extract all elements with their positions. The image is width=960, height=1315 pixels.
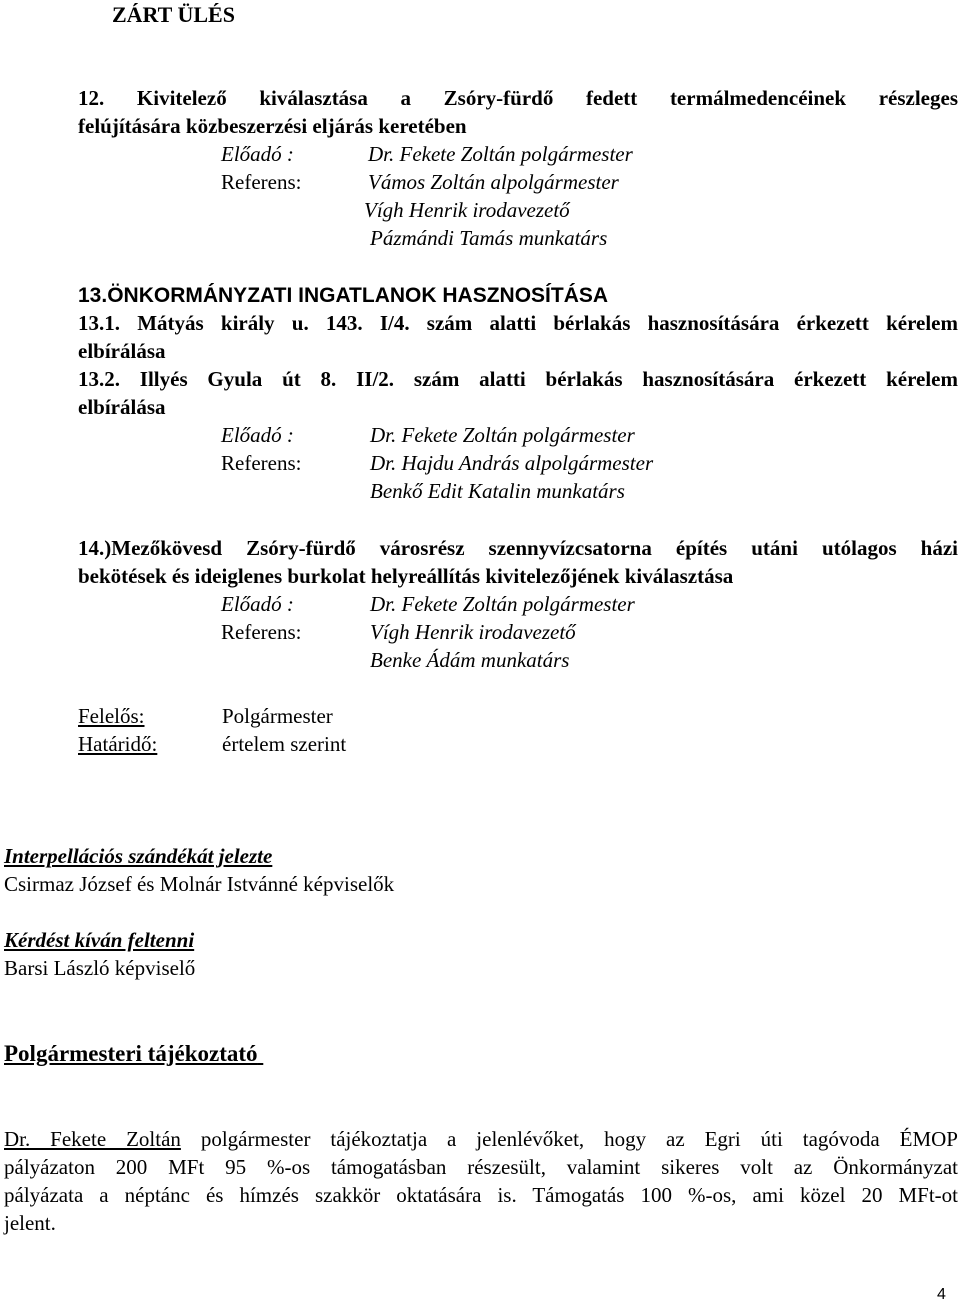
mayor-info-heading: Polgármesteri tájékoztató xyxy=(4,1041,258,1066)
agenda-item-14-title-line2: bekötések és ideiglenes burkolat helyreállítás kivitelezőjének kiválasztása xyxy=(78,564,734,588)
referent-name: Benkő Edit Katalin munkatárs xyxy=(370,479,625,503)
mayor-info-line4: jelent. xyxy=(4,1211,56,1235)
mayor-info-line3: pályázata a néptánc és hímzés szakkör oktatására is. Támogatás 100 %-os, ami közel 20 MFt-ot xyxy=(4,1183,958,1207)
page-title: ZÁRT ÜLÉS xyxy=(112,2,235,27)
agenda-item-12-title-line2: felújítására közbeszerzési eljárás keretében xyxy=(78,114,467,138)
referent-name: Vámos Zoltán alpolgármester xyxy=(368,170,619,194)
responsible-label: Felelős: xyxy=(78,704,145,728)
referent-name: Vígh Henrik irodavezető xyxy=(364,198,570,222)
mayor-info-line1: Dr. Fekete Zoltán polgármester tájékoztatja a jelenlévőket, hogy az Egri úti tagóvoda ÉMOP xyxy=(4,1127,958,1151)
presenter-name: Dr. Fekete Zoltán polgármester xyxy=(370,592,635,616)
agenda-item-13-heading: 13.ÖNKORMÁNYZATI INGATLANOK HASZNOSÍTÁSA xyxy=(78,284,609,307)
presenter-label: Előadó : xyxy=(221,592,294,616)
referent-name: Vígh Henrik irodavezető xyxy=(370,620,576,644)
presenter-name: Dr. Fekete Zoltán polgármester xyxy=(370,423,635,447)
question-heading: Kérdést kíván feltenni xyxy=(4,928,195,952)
presenter-label: Előadó : xyxy=(221,142,294,166)
page-number: 4 xyxy=(937,1286,946,1303)
referents-label: Referens: xyxy=(221,451,302,475)
agenda-item-14-title-line1: 14.)Mezőkövesd Zsóry-fürdő városrész szennyvízcsatorna építés utáni utólagos házi xyxy=(78,536,958,560)
interpellation-text: Csirmaz József és Molnár Istvánné képviselők xyxy=(4,872,395,896)
speaker-name: Dr. Fekete Zoltán xyxy=(4,1127,181,1151)
question-text: Barsi László képviselő xyxy=(4,956,196,980)
referent-name: Pázmándi Tamás munkatárs xyxy=(370,226,608,250)
responsible-value: Polgármester xyxy=(222,704,333,728)
referents-label: Referens: xyxy=(221,620,302,644)
referent-name: Dr. Hajdu András alpolgármester xyxy=(370,451,654,475)
interpellation-heading: Interpellációs szándékát jelezte xyxy=(4,844,273,868)
deadline-value: értelem szerint xyxy=(222,732,347,756)
presenter-name: Dr. Fekete Zoltán polgármester xyxy=(368,142,633,166)
agenda-item-13-1-line2: elbírálása xyxy=(78,339,166,363)
referent-name: Benke Ádám munkatárs xyxy=(370,648,570,672)
agenda-item-13-1-line1: 13.1. Mátyás király u. 143. I/4. szám alatti bérlakás hasznosítására érkezett kérelem xyxy=(78,311,958,335)
presenter-label: Előadó : xyxy=(221,423,294,447)
mayor-info-line2: pályázaton 200 MFt 95 %-os támogatásban részesült, valamint sikeres volt az Önkormányzat xyxy=(4,1155,958,1179)
agenda-item-13-2-line1: 13.2. Illyés Gyula út 8. II/2. szám alatti bérlakás hasznosítására érkezett kérelem xyxy=(78,367,958,391)
referents-label: Referens: xyxy=(221,170,302,194)
deadline-label: Határidő: xyxy=(78,732,158,756)
agenda-item-13-2-line2: elbírálása xyxy=(78,395,166,419)
agenda-item-12-title-line1: 12. Kivitelező kiválasztása a Zsóry-fürdő fedett termálmedencéinek részleges xyxy=(78,86,958,110)
